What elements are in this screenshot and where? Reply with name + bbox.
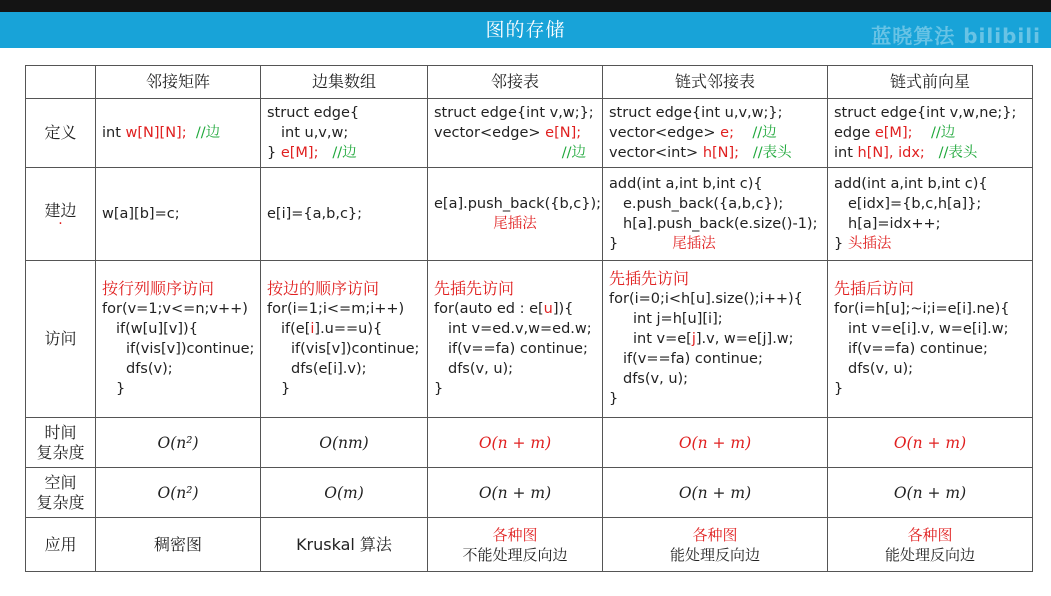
code-text: edge: [834, 125, 875, 141]
cell-visit-adjacency-list: [428, 261, 603, 418]
code-line: add(int a,int b,int c){: [834, 176, 988, 192]
code-highlight: u: [543, 301, 553, 317]
code-text: }: [267, 145, 281, 161]
code-text: for(auto ed : e[: [434, 301, 544, 317]
row-label-line: 时间: [44, 422, 77, 442]
code-line: dfs(v);: [126, 361, 173, 377]
space-adjacency-list: O(n + m): [428, 468, 603, 518]
code-line: [834, 123, 1026, 143]
code-text: vector<edge>: [434, 125, 546, 141]
code-line: struct edge{int u,v,w;};: [609, 105, 783, 121]
row-label-build-edge: [26, 168, 96, 261]
space-matrix: O(n²): [96, 468, 261, 518]
row-build-edge: [26, 168, 1033, 261]
code-line: for(v=1;v<=n;v++): [102, 301, 248, 317]
code-line: if(v==fa) continue;: [623, 351, 763, 367]
code-text: if(e[: [281, 321, 311, 337]
time-adjacency-list: O(n + m): [428, 418, 603, 468]
code-line: [609, 234, 821, 254]
code-highlight: h[N], idx;: [857, 145, 925, 161]
code-highlight: e[M];: [280, 145, 319, 161]
time-matrix: O(n²): [96, 418, 261, 468]
code-text: ].u==u){: [314, 321, 383, 337]
slide-title: 图的存储: [485, 19, 566, 41]
time-edge-array: O(nm): [261, 418, 428, 468]
code-line: [609, 123, 821, 143]
visit-order-note: 按行列顺序访问: [102, 279, 215, 298]
red-dot-icon: ·: [58, 216, 63, 232]
header-linked-adjacency-list: 链式邻接表: [603, 66, 828, 99]
space-linked-list: O(n + m): [603, 468, 828, 518]
cell-build-forward-star: [828, 168, 1033, 261]
row-label-line: 空间: [44, 472, 77, 492]
code-text: }: [609, 236, 619, 252]
code-line: dfs(v, u);: [623, 371, 689, 387]
code-comment: //边: [195, 125, 221, 141]
code-line: int v=e[i].v, w=e[i].w;: [848, 321, 1009, 337]
code-highlight: i: [310, 321, 315, 337]
row-time-complexity: [26, 418, 1033, 468]
code-line: [267, 319, 421, 339]
row-label-space-complexity: [26, 468, 96, 518]
row-application: [26, 518, 1033, 572]
cell-def-linked-list: [603, 99, 828, 168]
app-note: 各种图: [692, 525, 738, 544]
code-line: for(i=1;i<=m;i++): [267, 301, 405, 317]
app-forward-star: [828, 518, 1033, 572]
code-line: add(int a,int b,int c){: [609, 176, 763, 192]
code-line: for(i=0;i<h[u].size();i++){: [609, 291, 803, 307]
code-line: if(vis[v])continue;: [126, 341, 255, 357]
code-line: struct edge{: [267, 105, 360, 121]
app-note: 各种图: [492, 525, 538, 544]
code-line: }: [434, 381, 444, 397]
code-line: [267, 143, 421, 163]
code-line: [834, 234, 1026, 254]
code-line: if(v==fa) continue;: [848, 341, 988, 357]
code-text: int: [834, 145, 858, 161]
row-label-application: 应用: [26, 518, 96, 572]
row-label-line: 复杂度: [36, 492, 85, 512]
code-line: [609, 143, 821, 163]
cell-build-adjacency-list: [428, 168, 603, 261]
code-line: dfs(v, u);: [448, 361, 514, 377]
code-comment: //表头: [752, 145, 792, 161]
cell-def-edge-array: [261, 99, 428, 168]
cell-def-matrix: [96, 99, 261, 168]
row-label-visit: 访问: [26, 261, 96, 418]
code-line: e.push_back({a,b,c});: [623, 196, 784, 212]
code-text: vector<edge>: [609, 125, 721, 141]
visit-order-note: 按边的顺序访问: [267, 279, 380, 298]
code-line: if(w[u][v]){: [116, 321, 198, 337]
code-highlight: h[N];: [702, 145, 740, 161]
cell-visit-linked-list: [603, 261, 828, 418]
header-forward-star: 链式前向星: [828, 66, 1033, 99]
code-line: int v=ed.v,w=ed.w;: [448, 321, 592, 337]
code-highlight: w[N][N];: [125, 125, 187, 141]
app-note: 能处理反向边: [669, 545, 760, 564]
cell-visit-edge-array: [261, 261, 428, 418]
header-adjacency-list: 邻接表: [428, 66, 603, 99]
cell-def-adjacency-list: [428, 99, 603, 168]
code-line: [434, 299, 596, 319]
code-line: struct edge{int v,w,ne;};: [834, 105, 1017, 121]
code-line: int u,v,w;: [281, 125, 349, 141]
cell-build-matrix: w[a][b]=c;: [96, 168, 261, 261]
time-forward-star: O(n + m): [828, 418, 1033, 468]
top-bar: [0, 0, 1051, 12]
code-comment: //边: [752, 125, 777, 141]
row-space-complexity: [26, 468, 1033, 518]
row-label-text: 建边: [44, 201, 77, 220]
code-line: int j=h[u][i];: [633, 311, 723, 327]
cell-def-forward-star: [828, 99, 1033, 168]
app-note: 能处理反向边: [884, 545, 975, 564]
cell-build-edge-array: e[i]={a,b,c};: [261, 168, 428, 261]
header-corner: [26, 66, 96, 99]
cell-visit-matrix: [96, 261, 261, 418]
code-text: }: [834, 236, 844, 252]
app-linked-list: [603, 518, 828, 572]
code-line: for(i=h[u];~i;i=e[i].ne){: [834, 301, 1010, 317]
app-matrix: 稠密图: [96, 518, 261, 572]
header-row: [26, 66, 1033, 99]
code-line: }: [116, 381, 126, 397]
code-line: }: [281, 381, 291, 397]
code-text: vector<int>: [609, 145, 703, 161]
space-edge-array: O(m): [261, 468, 428, 518]
code-highlight: e;: [720, 125, 734, 141]
visit-order-note: 先插后访问: [834, 279, 915, 298]
title-bar: [0, 12, 1051, 48]
app-edge-array: Kruskal 算法: [261, 518, 428, 572]
visit-order-note: 先插先访问: [609, 269, 690, 288]
cell-visit-forward-star: [828, 261, 1033, 418]
code-line: [434, 123, 596, 143]
code-highlight: e[M];: [874, 125, 913, 141]
row-label-time-complexity: [26, 418, 96, 468]
app-adjacency-list: [428, 518, 603, 572]
row-visit: [26, 261, 1033, 418]
method-note: 尾插法: [672, 236, 716, 252]
space-forward-star: O(n + m): [828, 468, 1033, 518]
code-line: }: [609, 391, 619, 407]
row-definition: [26, 99, 1033, 168]
code-text: int: [102, 125, 126, 141]
method-note: 头插法: [847, 236, 892, 252]
watermark-logo: 蓝晓算法 bilibili: [871, 24, 1041, 48]
code-line: dfs(e[i].v);: [291, 361, 367, 377]
graph-storage-table: [25, 65, 1033, 572]
app-note: 各种图: [907, 525, 953, 544]
code-highlight: e[N];: [545, 125, 582, 141]
code-line: h[a]=idx++;: [848, 216, 941, 232]
code-line: [834, 143, 1026, 163]
code-comment: //边: [332, 145, 357, 161]
code-comment: //边: [561, 145, 586, 161]
header-edge-array: 边集数组: [261, 66, 428, 99]
code-highlight: j: [691, 331, 696, 347]
method-note: 尾插法: [493, 216, 537, 232]
code-line: struct edge{int v,w;};: [434, 105, 594, 121]
code-line: e[a].push_back({b,c});: [434, 196, 602, 212]
code-line: if(vis[v])continue;: [291, 341, 420, 357]
app-note: 不能处理反向边: [462, 545, 568, 564]
row-label-line: 复杂度: [36, 442, 85, 462]
code-text: int v=e[: [633, 331, 692, 347]
cell-build-linked-list: [603, 168, 828, 261]
visit-order-note: 先插先访问: [434, 279, 515, 298]
row-label-definition: 定义: [26, 99, 96, 168]
code-comment: //表头: [938, 145, 978, 161]
code-text: ]){: [552, 301, 574, 317]
code-text: ].v, w=e[j].w;: [695, 331, 794, 347]
code-line: [609, 329, 821, 349]
header-adjacency-matrix: 邻接矩阵: [96, 66, 261, 99]
code-line: dfs(v, u);: [848, 361, 914, 377]
code-line: h[a].push_back(e.size()-1);: [623, 216, 818, 232]
time-linked-list: O(n + m): [603, 418, 828, 468]
code-line: e[idx]={b,c,h[a]};: [848, 196, 982, 212]
code-line: }: [834, 381, 844, 397]
code-line: if(v==fa) continue;: [448, 341, 588, 357]
code-comment: //边: [930, 125, 956, 141]
